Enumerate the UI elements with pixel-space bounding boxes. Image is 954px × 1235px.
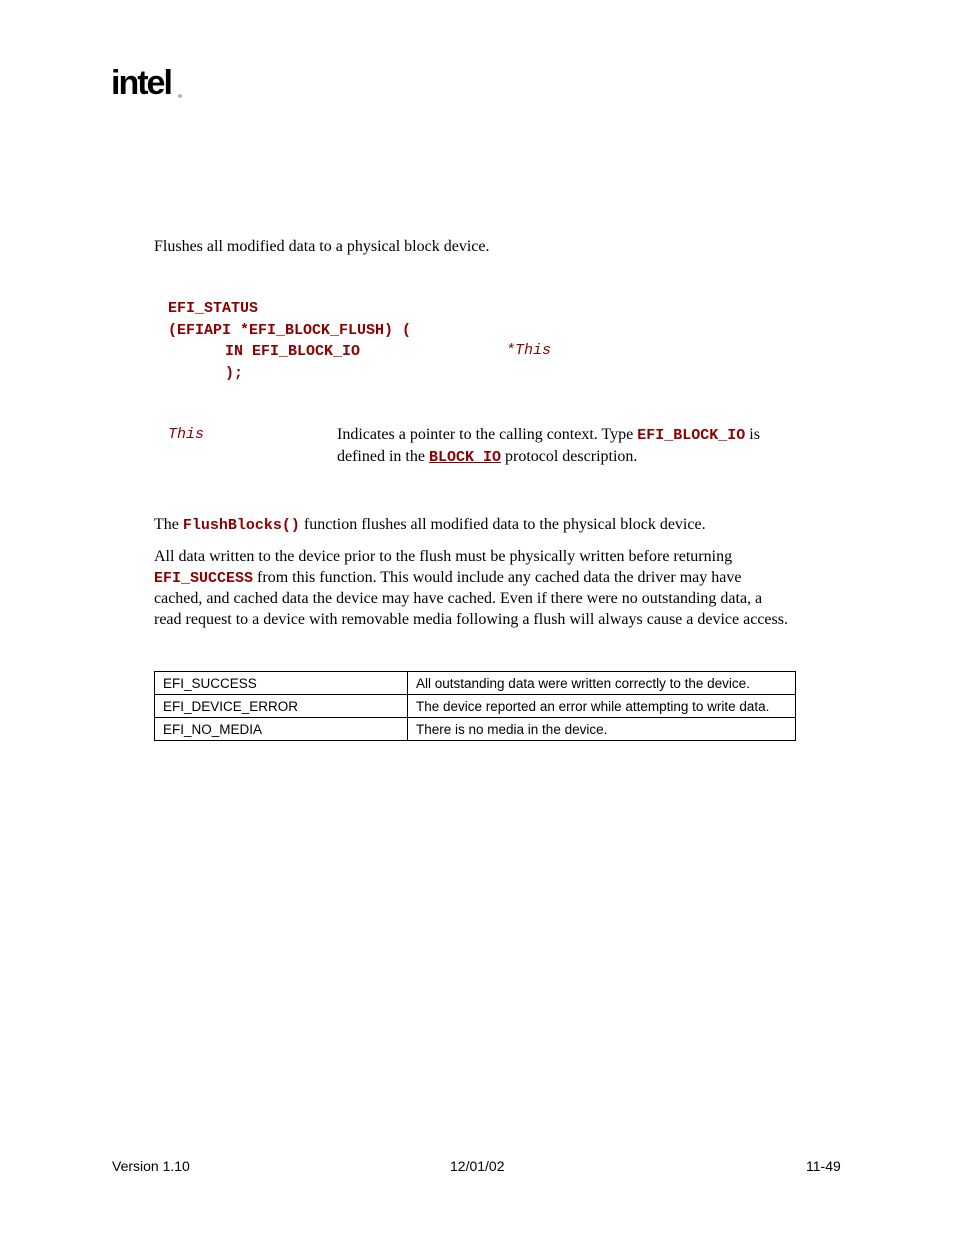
desc-p2-line1: All data written to the device prior to the flush must be physically written before returning [154,548,733,565]
footer-page-number: 11-49 [806,1158,841,1174]
desc-p2-line2 [154,568,854,590]
prototype-block [168,298,552,384]
param-description-this [337,424,817,468]
desc-p1-pre: The [154,516,183,533]
prototype-signature: (EFIAPI *EFI_BLOCK_FLUSH) ( [168,321,412,339]
status-code-cell: EFI_NO_MEDIA [155,718,408,741]
param-desc-line2-post: protocol description. [500,448,638,465]
prototype-param-name: *This [506,342,552,359]
status-code-cell: EFI_SUCCESS [155,672,408,695]
desc-p2-line4: read request to a device with removable media following a flush will always cause a device access. [154,610,788,628]
intel-logo [111,58,191,102]
logo-text: intel [111,64,171,102]
prototype-return-type: EFI_STATUS [168,300,259,317]
prototype-close: ); [225,364,244,382]
description-paragraph-2 [154,547,854,630]
block-io-link[interactable]: BLOCK_IO [428,449,501,466]
desc-p2-line3: cached, and cached data the device may have cached. Even if there were no outstanding data, a [154,590,763,607]
prototype-param-type: IN EFI_BLOCK_IO [225,343,361,360]
status-desc-cell: All outstanding data were written correctly to the device. [408,672,796,695]
param-desc-text: Indicates a pointer to the calling context. Type [337,426,638,443]
param-name-this: This [168,426,205,443]
param-desc-code: EFI_BLOCK_IO [637,427,746,444]
status-codes-table [154,671,796,741]
param-desc-line2: defined in the [337,448,429,465]
efi-success-code: EFI_SUCCESS [154,569,254,587]
status-desc-cell: The device reported an error while attempting to write data. [408,695,796,718]
description-paragraph-1 [154,515,706,536]
status-desc-cell: There is no media in the device. [408,718,796,741]
desc-p2-line2-post: from this function. This would include any cached data the driver may have [253,568,742,586]
summary-text: Flushes all modified data to a physical block device. [154,238,490,255]
function-name-code: FlushBlocks() [182,517,300,534]
desc-p1-post: function flushes all modified data to the physical block device. [299,516,706,533]
registered-mark-icon [179,95,182,98]
table-row [155,718,796,741]
footer-date: 12/01/02 [450,1158,505,1174]
status-code-cell: EFI_DEVICE_ERROR [155,695,408,718]
param-desc-text-mid: is [745,426,760,443]
table-row [155,672,796,695]
table-row [155,695,796,718]
footer-version: Version 1.10 [112,1158,190,1174]
